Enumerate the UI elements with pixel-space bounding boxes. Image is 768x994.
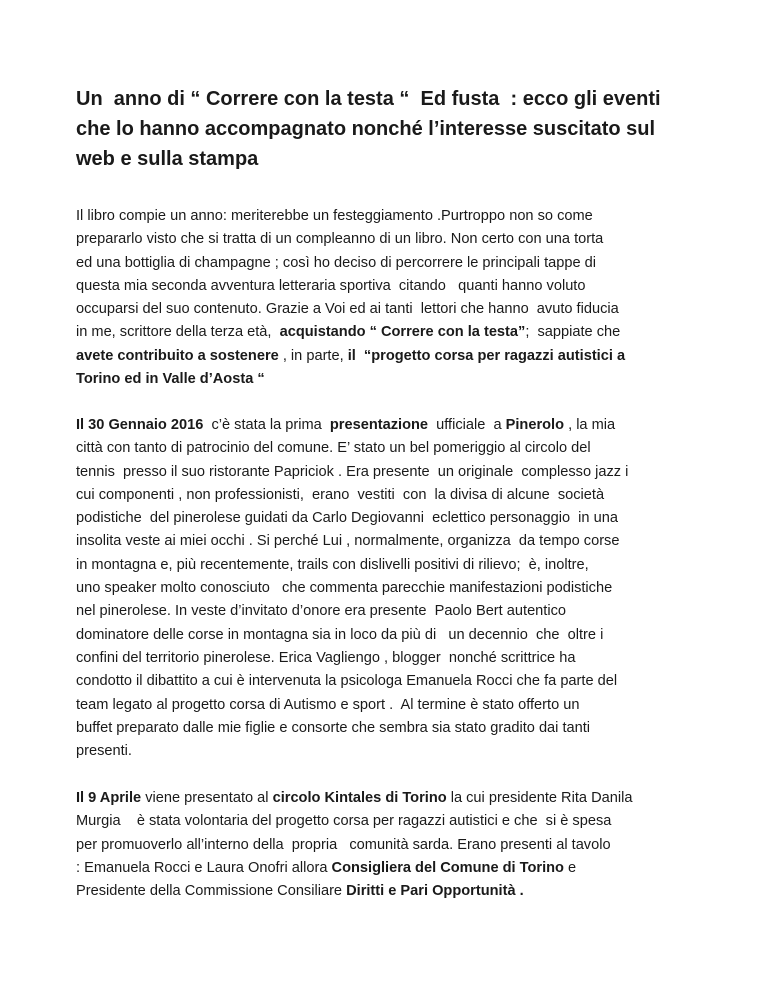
text-run: podistiche del pinerolese guidati da Carlo Degiovanni eclettico personaggio in una xyxy=(76,510,618,527)
text-line xyxy=(76,228,716,251)
text-line xyxy=(76,345,716,368)
text-run: viene presentato al xyxy=(141,790,273,806)
text-line xyxy=(76,787,716,810)
text-line xyxy=(76,437,716,460)
text-line xyxy=(76,414,716,437)
text-run: condotto il dibattito a cui è intervenuta la psicologa Emanuela Rocci che fa parte del xyxy=(76,673,618,690)
text-run: confini del territorio pinerolese. Erica Vagliengo , blogger nonché scrittrice ha xyxy=(76,649,576,666)
text-run: c’è stata la prima xyxy=(203,417,330,433)
text-line xyxy=(76,484,716,507)
bold-text-run: acquistando “ Correre con la testa” xyxy=(279,324,526,341)
text-run: questa mia seconda avventura letteraria sportiva citando quanti hanno voluto xyxy=(76,277,586,294)
text-line xyxy=(76,530,716,553)
bold-text-run: Pinerolo xyxy=(505,417,565,433)
bold-text-run: avete contribuito a sostenere xyxy=(76,347,279,364)
text-line xyxy=(76,810,716,833)
text-run: Presidente della Commissione Consiliare xyxy=(76,883,347,900)
text-run: , in parte, xyxy=(278,347,348,364)
text-line xyxy=(76,298,716,321)
text-line xyxy=(76,368,716,391)
text-line xyxy=(76,624,716,647)
text-line xyxy=(76,577,716,600)
text-line xyxy=(76,670,716,693)
text-line xyxy=(76,321,716,344)
bold-text-run: circolo Kintales di Torino xyxy=(272,790,447,806)
text-run: in montagna e, più recentemente, trails con dislivelli positivi di rilievo; è, inoltre, xyxy=(76,556,589,573)
paragraph-kintales xyxy=(76,787,716,903)
text-run: la cui presidente Rita Danila xyxy=(446,790,633,806)
text-run: cui componenti , non professionisti, erano vestiti con la divisa di alcune società xyxy=(76,486,605,503)
text-line xyxy=(76,507,716,530)
text-run: prepararlo visto che si tratta di un compleanno di un libro. Non certo con una torta xyxy=(76,231,604,248)
text-run: buffet preparato dalle mie figlie e consorte che sembra sia stato gradito dai tanti xyxy=(76,719,591,736)
text-line xyxy=(76,857,716,880)
text-line xyxy=(76,600,716,623)
text-run: ; sappiate che xyxy=(525,324,621,341)
text-run: in me, scrittore della terza età, xyxy=(76,324,280,341)
text-line xyxy=(76,880,716,903)
text-run: team legato al progetto corsa di Autismo e sport . Al termine è stato offerto un xyxy=(76,696,580,713)
bold-text-run: Il 9 Aprile xyxy=(76,790,142,806)
bold-text-run: Diritti e Pari Opportunità . xyxy=(346,883,524,900)
text-run: ed una bottiglia di champagne ; così ho deciso di percorrere le principali tappe di xyxy=(76,254,597,271)
text-run: Murgia è stata volontaria del progetto corsa per ragazzi autistici e che si è spesa xyxy=(76,813,612,830)
text-run: tennis presso il suo ristorante Papriciok . Era presente un originale complesso jazz i xyxy=(76,463,629,480)
text-run: ufficiale a xyxy=(428,417,506,433)
text-line xyxy=(76,717,716,740)
text-run: e xyxy=(563,859,577,876)
text-run: insolita veste ai miei occhi . Si perché Lui , normalmente, organizza da tempo corse xyxy=(76,533,620,550)
text-line xyxy=(76,834,716,857)
text-run: , la mia xyxy=(564,417,616,433)
bold-text-run: il “progetto corsa per ragazzi autistici a xyxy=(347,347,626,364)
text-run: : Emanuela Rocci e Laura Onofri allora xyxy=(76,859,332,876)
paragraph-pinerolo xyxy=(76,414,716,763)
text-line xyxy=(76,647,716,670)
bold-text-run: Consigliera del Comune di Torino xyxy=(331,859,564,876)
text-run: occuparsi del suo contenuto. Grazie a Voi ed ai tanti lettori che hanno avuto fiducia xyxy=(76,301,619,318)
text-line xyxy=(76,694,716,717)
text-run: Il libro compie un anno: meriterebbe un festeggiamento .Purtroppo non so come xyxy=(76,208,593,224)
bold-text-run: presentazione xyxy=(329,417,429,433)
text-run: città con tanto di patrocinio del comune. E’ stato un bel pomeriggio al circolo del xyxy=(76,440,591,457)
paragraph-intro xyxy=(76,205,716,391)
text-line xyxy=(76,554,716,577)
text-line xyxy=(76,252,716,275)
text-line xyxy=(76,740,716,763)
text-run: presenti. xyxy=(76,743,132,760)
text-run: dominatore delle corse in montagna sia in loco da più di un decennio che oltre i xyxy=(76,626,604,643)
text-run: per promuoverlo all’interno della propria comunità sarda. Erano presenti al tavolo xyxy=(76,836,611,853)
document-title: Un anno di “ Correre con la testa “ Ed fusta : ecco gli eventi che lo hanno accompagnato nonché l’interesse suscitato sul web e sulla stampa xyxy=(76,88,661,170)
bold-text-run: Il 30 Gennaio 2016 xyxy=(76,417,204,433)
text-line xyxy=(76,205,716,228)
text-line xyxy=(76,461,716,484)
text-line xyxy=(76,275,716,298)
text-run: uno speaker molto conosciuto che commenta parecchie manifestazioni podistiche xyxy=(76,580,613,597)
text-run: nel pinerolese. In veste d’invitato d’onore era presente Paolo Bert autentico xyxy=(76,603,567,620)
bold-text-run: Torino ed in Valle d’Aosta “ xyxy=(76,371,265,388)
